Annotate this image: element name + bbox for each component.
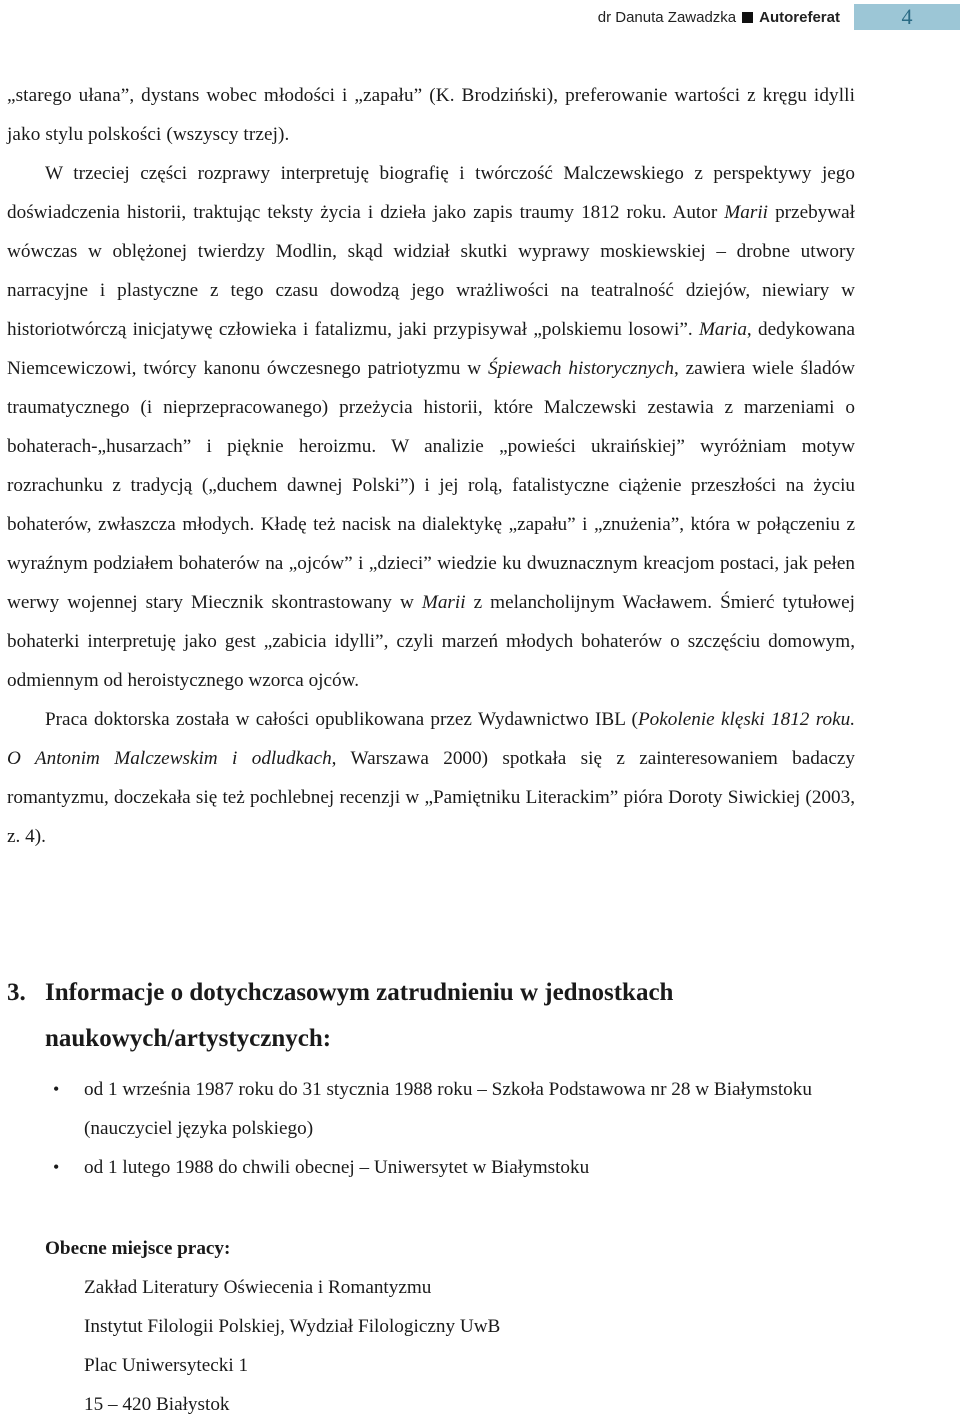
workplace-label: Obecne miejsce pracy:: [45, 1238, 231, 1259]
page-header: [598, 4, 960, 30]
list-item-text: od 1 września 1987 roku do 31 stycznia 1988 roku – Szkoła Podstawowa nr 28 w Białymstoku (nauczyciel języka polskiego): [84, 1079, 812, 1139]
employment-list: [7, 1070, 855, 1187]
header-author: dr Danuta Zawadzka: [597, 8, 737, 26]
workplace-address: [84, 1268, 500, 1424]
bullet-icon: •: [53, 1157, 60, 1177]
text-run: Praca doktorska została w całości opublikowana przez Wydawnictwo IBL (: [45, 709, 638, 730]
text-run: , Warszawa 2000) spotkała się z zainteresowaniem badaczy romantyzmu, doczekała się też pochlebnej recenzji w „Pamiętniku Literackim” pióra Doroty Siwickiej (2003, z. 4).: [7, 748, 855, 847]
list-item: [7, 1070, 855, 1148]
paragraph-1: „starego ułana”, dystans wobec młodości i „zapału” (K. Brodziński), preferowanie wartości z kręgu idylli jako stylu polskości (wszyscy trzej).: [7, 85, 855, 145]
address-line: Instytut Filologii Polskiej, Wydział Filologiczny UwB: [84, 1316, 501, 1337]
italic-title: Pokolenie klęski 1812 roku. O Antonim Malczewskim i odludkach: [7, 709, 855, 769]
italic-title: Śpiewach historycznych: [487, 358, 674, 379]
text-run: , dedykowana Niemcewiczowi, twórcy kanonu ówczesnego patriotyzmu w: [7, 319, 856, 379]
address-line: 15 – 420 Białystok: [84, 1394, 230, 1415]
page-number-badge: [854, 4, 960, 30]
bullet-icon: •: [53, 1079, 60, 1099]
paragraph-2: [7, 154, 855, 700]
italic-title: Marii: [421, 592, 466, 613]
text-run: przebywał wówczas w oblężonej twierdzy Modlin, skąd widział skutki wyprawy moskiewskiej – drobne utwory narracyjne i plastyczne z tego czasu dowodzą jego wrażliwości na teatralność dziejów, niewiary w historiotwórczą inicjatywę człowieka i fatalizmu, jaki przypisywał „polskiemu losowi”.: [7, 202, 855, 340]
section-heading: [7, 970, 807, 1062]
square-bullet-icon: [742, 12, 753, 23]
italic-title: Maria: [698, 319, 747, 340]
text-run: , zawiera wiele śladów traumatycznego (i nieprzepracowanego) przeżycia historii, które Malczewski zestawia z marzeniami o bohaterach-„husarzach” i pięknie heroizmu. W analizie „powieści ukraińskiej” wyróżniam motyw rozrachunku z tradycją („duchem dawnej Polski”) i jej rolą, fatalistyczne ciążenie przeszłości na życiu bohaterów, zwłaszcza młodych. Kładę też nacisk na dialektykę „zapału” i „znużenia”, która w połączeniu z wyraźnym podziałem bohaterów na „ojców” i „dzieci” wiedzie ku dwuznacznym kreacjom postaci, jak pełen werwy wojennej stary Miecznik skontrastowany w: [7, 358, 855, 613]
section-title: Informacje o dotychczasowym zatrudnieniu w jednostkach naukowych/artystycznych:: [45, 979, 674, 1052]
text-run: W trzeciej części rozprawy interpretuję biografię i twórczość Malczewskiego z perspektywy jego doświadczenia historii, traktując teksty życia i dzieła jako zapis traumy 1812 roku. Autor: [7, 163, 855, 223]
header-title: Autoreferat: [759, 8, 840, 26]
address-line: Plac Uniwersytecki 1: [84, 1355, 249, 1376]
paragraph-3: [7, 700, 855, 856]
document-body: [7, 76, 855, 856]
section-number: 3.: [7, 979, 26, 1006]
page-number: 4: [901, 4, 913, 29]
current-workplace: [45, 1229, 500, 1424]
list-item: [7, 1148, 855, 1187]
text-run: z melancholijnym Wacławem. Śmierć tytułowej bohaterki interpretuję jako gest „zabicia idylli”, czyli marzeń młodych bohaterów o szczęściu domowym, odmiennym od heroistycznego wzorca ojców.: [7, 592, 855, 691]
italic-title: Marii: [724, 202, 769, 223]
list-item-text: od 1 lutego 1988 do chwili obecnej – Uniwersytet w Białymstoku: [84, 1157, 590, 1178]
address-line: Zakład Literatury Oświecenia i Romantyzmu: [84, 1277, 432, 1298]
